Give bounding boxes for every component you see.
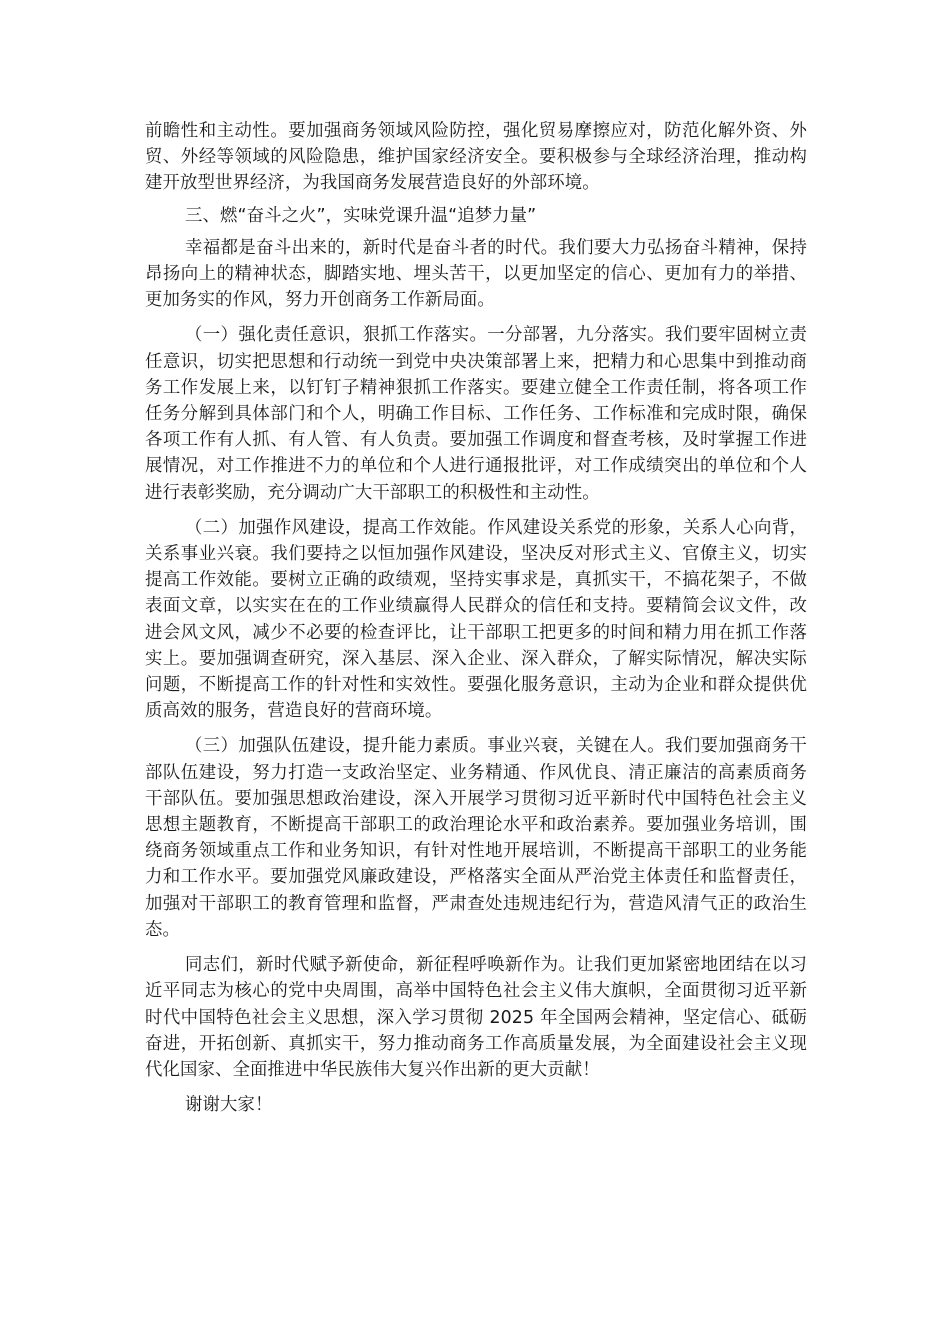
document-page (145, 118, 807, 1118)
paragraph-point-2: （二）加强作风建设，提高工作效能。作风建设关系党的形象，关系人心向背，关系事业兴衰。我们要持之以恒加强作风建设，坚决反对形式主义、官僚主义，切实提高工作效能。要树立正确的政绩观，坚持实事求是，真抓实干，不搞花架子，不做表面文章，以实实在在的工作业绩赢得人民群众的信任和支持。要精简会议文件，改进会风文风，减少不必要的检查评比，让干部职工把更多的时间和精力用在抓工作落实上。要加强调查研究，深入基层、深入企业、深入群众，了解实际情况，解决实际问题，不断提高工作的针对性和实效性。要强化服务意识，主动为企业和群众提供优质高效的服务，营造良好的营商环境。 (145, 517, 807, 722)
paragraph-closing: 谢谢大家！ (185, 1095, 273, 1116)
paragraph-conclusion: 同志们，新时代赋予新使命，新征程呼唤新作为。让我们更加紧密地团结在以习近平同志为核心的党中央周围，高举中国特色社会主义伟大旗帜，全面贯彻习近平新时代中国特色社会主义思想，深入学习贯彻 2025 年全国两会精神，坚定信心、砥砺奋进，开拓创新、真抓实干，努力推动商务工作高质量发展，为全面建设社会主义现代化国家、全面推进中华民族伟大复兴作出新的更大贡献！ (145, 955, 807, 1080)
paragraph-point-3: （三）加强队伍建设，提升能力素质。事业兴衰，关键在人。我们要加强商务干部队伍建设，努力打造一支政治坚定、业务精通、作风优良、清正廉洁的高素质商务干部队伍。要加强思想政治建设，深入开展学习贯彻习近平新时代中国特色社会主义思想主题教育，不断提高干部职工的政治理论水平和政治素养。要加强业务培训，围绕商务领域重点工作和业务知识，有针对性地开展培训，不断提高干部职工的业务能力和工作水平。要加强党风廉政建设，严格落实全面从严治党主体责任和监督责任，加强对干部职工的教育管理和监督，严肃查处违规违纪行为，营造风清气正的政治生态。 (145, 736, 807, 940)
paragraph-intro: 幸福都是奋斗出来的，新时代是奋斗者的时代。我们要大力弘扬奋斗精神，保持昂扬向上的精神状态，脚踏实地、埋头苦干，以更加坚定的信心、更加有力的举措、更加务实的作风，努力开创商务工作新局面。 (145, 237, 807, 311)
paragraph-point-1: （一）强化责任意识，狠抓工作落实。一分部署，九分落实。我们要牢固树立责任意识，切实把思想和行动统一到党中央决策部署上来，把精力和心思集中到推动商务工作发展上来，以钉钉子精神狠抓工作落实。要建立健全工作责任制，将各项工作任务分解到具体部门和个人，明确工作目标、工作任务、工作标准和完成时限，确保各项工作有人抓、有人管、有人负责。要加强工作调度和督查考核，及时掌握工作进展情况，对工作推进不力的单位和个人进行通报批评，对工作成绩突出的单位和个人进行表彰奖励，充分调动广大干部职工的积极性和主动性。 (145, 325, 807, 503)
paragraph-continuation: 前瞻性和主动性。要加强商务领域风险防控，强化贸易摩擦应对，防范化解外资、外贸、外经等领域的风险隐患，维护国家经济安全。要积极参与全球经济治理，推动构建开放型世界经济，为我国商务发展营造良好的外部环境。 (145, 121, 807, 194)
section-heading-3: 三、燃“奋斗之火”，实味党课升温“追梦力量” (185, 205, 537, 226)
